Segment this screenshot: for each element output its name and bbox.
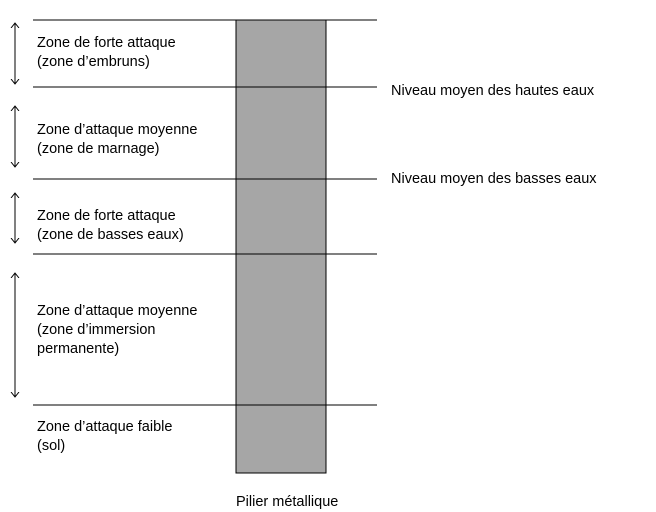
low-water-level-label: Niveau moyen des basses eaux <box>391 171 597 187</box>
zone-label-immersion: Zone d’attaque moyenne (zone d’immersion permanente) <box>37 303 198 357</box>
pillar-caption: Pilier métallique <box>236 494 339 510</box>
zone-label-tidal: Zone d’attaque moyenne (zone de marnage) <box>37 122 198 157</box>
zone-label-soil: Zone d’attaque faible (sol) <box>37 419 173 454</box>
zone-label-spray: Zone de forte attaque (zone d’embruns) <box>37 35 176 70</box>
zone-label-low-water: Zone de forte attaque (zone de basses eaux) <box>37 208 184 243</box>
high-water-level-label: Niveau moyen des hautes eaux <box>391 83 595 99</box>
